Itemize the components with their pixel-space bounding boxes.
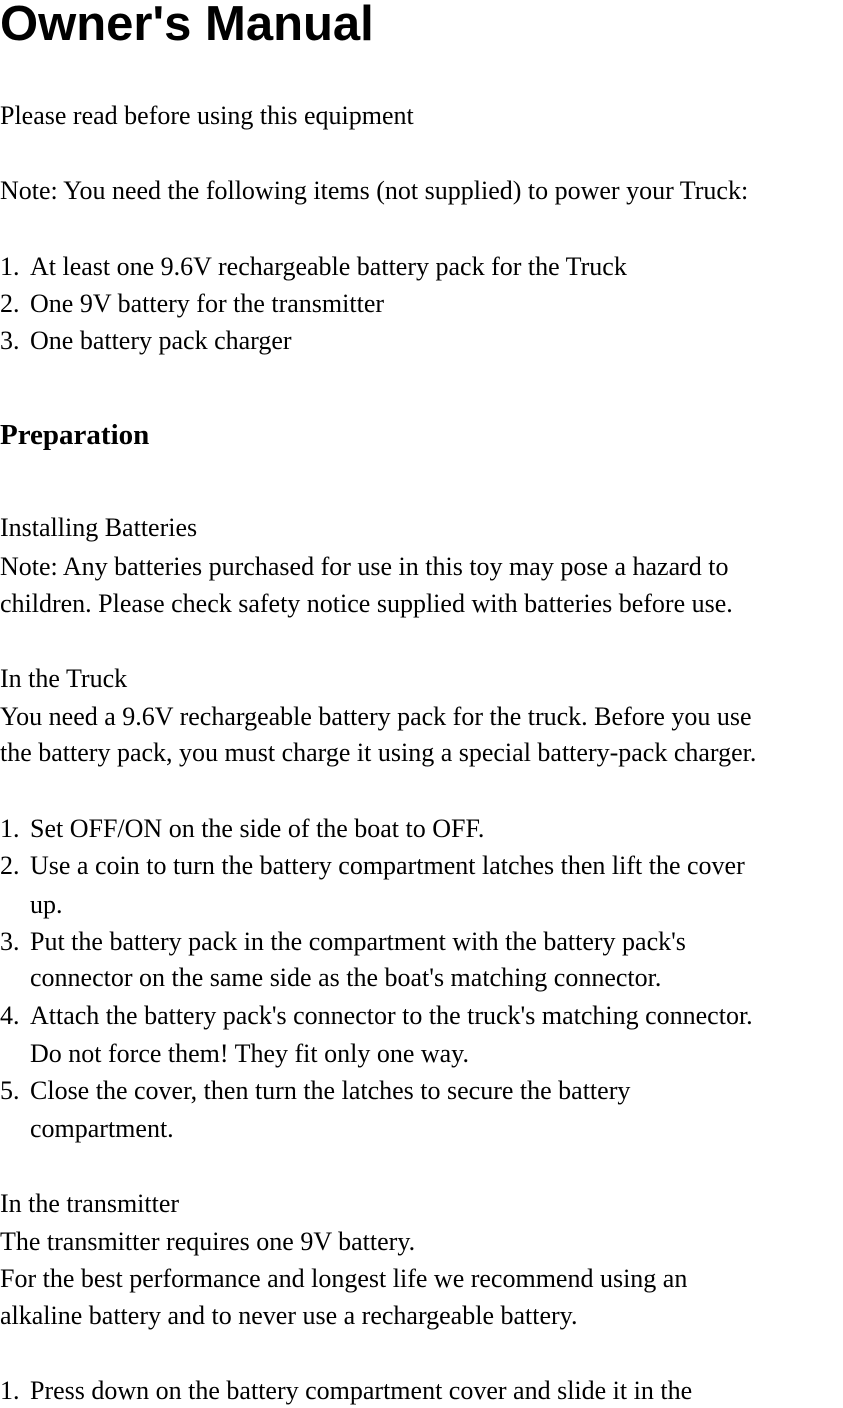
list-number: 1. xyxy=(0,252,20,281)
truck-step xyxy=(0,814,484,844)
list-item-continuation: up. xyxy=(30,890,63,919)
page-title: Owner's Manual xyxy=(0,0,374,51)
requirement-item xyxy=(0,252,627,282)
list-number: 2. xyxy=(0,289,20,318)
truck-step xyxy=(0,1076,630,1106)
list-number: 5. xyxy=(0,1076,20,1105)
truck-step xyxy=(0,927,686,957)
list-number: 3. xyxy=(0,326,20,355)
requirement-item xyxy=(0,326,292,356)
list-item-continuation: Do not force them! They fit only one way. xyxy=(30,1039,469,1068)
list-item-text: Attach the battery pack's connector to the truck's matching connector. xyxy=(30,1001,753,1030)
list-item-text: Put the battery pack in the compartment with the battery pack's xyxy=(30,927,686,956)
list-item-text: One battery pack charger xyxy=(30,326,292,355)
list-number: 1. xyxy=(0,814,20,843)
battery-note-line: children. Please check safety notice supplied with batteries before use. xyxy=(0,589,733,618)
list-number: 1. xyxy=(0,1376,20,1405)
transmitter-step xyxy=(0,1376,692,1406)
transmitter-desc-line: alkaline battery and to never use a rechargeable battery. xyxy=(0,1301,578,1330)
transmitter-desc-line: For the best performance and longest life we recommend using an xyxy=(0,1264,688,1293)
list-item-continuation: connector on the same side as the boat's matching connector. xyxy=(30,963,662,992)
list-item-text: One 9V battery for the transmitter xyxy=(30,289,385,318)
requirement-item xyxy=(0,289,384,319)
truck-desc-line: You need a 9.6V rechargeable battery pack for the truck. Before you use xyxy=(0,702,752,731)
list-item-text: Press down on the battery compartment cover and slide it in the xyxy=(30,1376,693,1405)
requirements-note: Note: You need the following items (not supplied) to power your Truck: xyxy=(0,176,749,205)
truck-desc-line: the battery pack, you must charge it using a special battery-pack charger. xyxy=(0,738,757,767)
list-item-text: Use a coin to turn the battery compartment latches then lift the cover xyxy=(30,851,745,880)
list-number: 2. xyxy=(0,851,20,880)
preparation-heading: Preparation xyxy=(0,419,150,451)
installing-batteries-heading: Installing Batteries xyxy=(0,513,198,542)
list-number: 4. xyxy=(0,1001,20,1030)
truck-step xyxy=(0,1001,753,1031)
truck-step xyxy=(0,851,745,881)
list-item-text: At least one 9.6V rechargeable battery pack for the Truck xyxy=(30,252,627,281)
list-number: 3. xyxy=(0,927,20,956)
list-item-continuation: compartment. xyxy=(30,1114,174,1143)
transmitter-heading: In the transmitter xyxy=(0,1189,180,1218)
transmitter-desc-line: The transmitter requires one 9V battery. xyxy=(0,1227,416,1256)
list-item-text: Set OFF/ON on the side of the boat to OFF. xyxy=(30,814,485,843)
battery-note-line: Note: Any batteries purchased for use in this toy may pose a hazard to xyxy=(0,552,729,581)
list-item-text: Close the cover, then turn the latches to secure the battery xyxy=(30,1076,631,1105)
intro-text: Please read before using this equipment xyxy=(0,101,414,130)
truck-heading: In the Truck xyxy=(0,664,128,693)
